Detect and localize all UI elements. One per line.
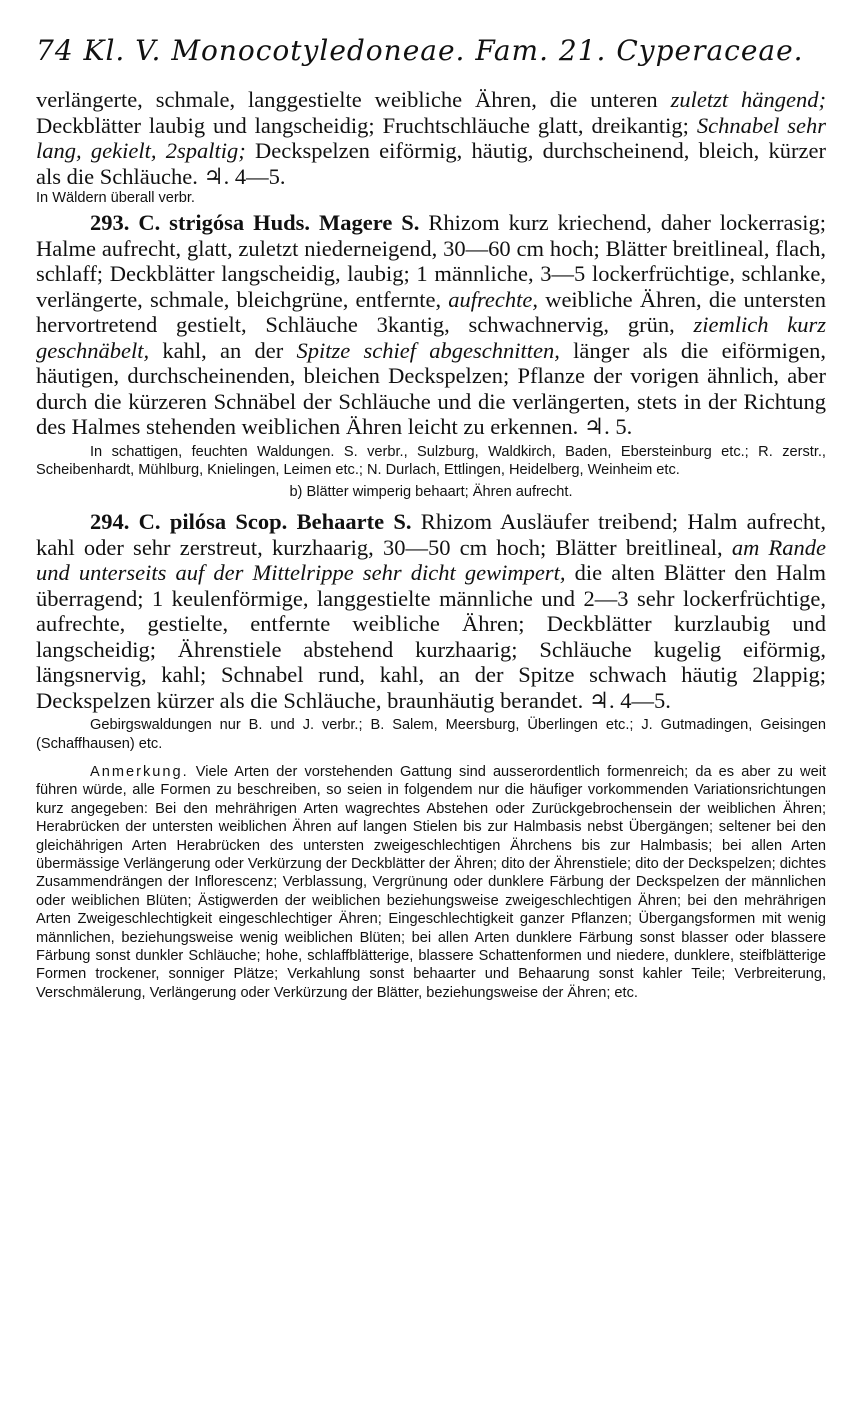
italic-run: Schnabel sehr lang, gekielt, 2spaltig;: [36, 112, 826, 163]
species-294-entry: [36, 509, 826, 713]
species-name: C. strigósa Huds.: [138, 210, 311, 236]
text-run: Deckspelzen eiförmig, häutig, durchscheinend, bleich, kürzer als die Schläuche. ♃. 4—5.: [36, 138, 826, 189]
italic-run: am Rande und unterseits auf der Mittelrippe sehr dicht gewimpert,: [36, 534, 826, 586]
paragraph-continuation: [36, 87, 826, 189]
text-run: länger als die eiförmigen, häutigen, durchscheinenden, bleichen Deckspelzen; Pflanze der vorigen ähnlich, aber durch die kürzeren Schnäbel der Schläuche und die verlängerten, stets in der Richtung des Halmes stehenden weiblichen Ähren leicht zu erkennen. ♃. 5.: [36, 337, 826, 440]
annotation-note: [36, 763, 826, 1002]
text-run: kahl, an der: [149, 337, 297, 363]
text-run: Rhizom kurz kriechend, daher lockerrasig; Halme aufrecht, glatt, zuletzt niederneigend, 30—60 cm hoch; Blätter breitlineal, flach, schlaff; Deckblätter langscheidig, laubig; 1 männliche, 3—5 lockerfrüchtige, schlanke, verlängerte, schmale, bleichgrüne, entfernte,: [36, 210, 826, 312]
text-run: die alten Blätter den Halm überragend; 1 keulenförmige, langgestielte männliche und 2—3 sehr lockerfrüchtige, aufrechte, gestielte, entfernte weibliche Ähren; Deckblätter kurzlaubig und langscheidig; Ährenstiele abstehend kurzhaarig; Schläuche kugelig eiförmig, längsnervig, kahl; Schnabel rund, kahl, an der Spitze schwach häutig 2lappig; Deckspelzen kürzer als die Schläuche, braunhäutig berandet. ♃. 4—5.: [36, 560, 826, 713]
text-run: Rhizom Ausläufer treibend; Halm aufrecht, kahl oder sehr zerstreut, kurzhaarig, 30—50 cm hoch; Blätter breitlineal,: [36, 509, 826, 560]
subheading: b) Blätter wimperig behaart; Ähren aufrecht.: [289, 483, 573, 500]
species-number: 294.: [90, 509, 130, 535]
running-header: 74 Kl. V. Monocotyledoneae. Fam. 21. Cyperaceae.: [36, 34, 804, 67]
italic-run: ziemlich kurz geschnäbelt,: [36, 312, 827, 363]
habitat-note: In Wäldern überall verbr.: [36, 190, 195, 206]
note-text: Viele Arten der vorstehenden Gattung sind ausserordentlich formenreich; da es aber zu weit führen würde, alle Formen zu beschreiben, so seien in folgendem nur die häufiger vorkommenden Variationsrichtungen kurz angegeben: Bei den mehrährigen Arten wagrechtes Abstehen oder Zurückgebrochensein der weiblichen Ähren; Herabrücken der untersten weiblichen Ähren auf langen Stielen bis zur Halmbasis nebst Übergängen; seltener bei den gleichährigen Arten Herabrücken des untersten zweigeschlechtigen Ährchens bis zur Halmbasis; bei allen Arten übermässige Verlängerung oder Verkürzung der Deckblätter der Ähren; dito der Ährenstiele; dito der Deckspelzen; dichtes Zusammendrängen der Inflorescenz; Verblassung, Vergrünung oder dunklere Färbung der Deckspelzen der männlichen oder weiblichen Blüten; Ästigwerden der weiblichen beziehungsweise zweigeschlechtigen Ähren; bei den mehrährigen Arten Zweigeschlechtigkeit eingeschlechtiger Ähren; Eingeschlechtigkeit ganzer Pflanzen; Übergangsformen mit wenig männlichen, beziehungsweise wenig weiblichen Blüten; bei allen Arten dunklere Färbung sonst blasser oder blassere Färbung sonst dunkler Schläuche; hohe, schlaffblätterige, blassere Schattenformen und niedere, dunklere, steifblätterige Formen trockener, sonniger Plätze; Verkahlung sonst behaarter und Behaarung sonst kahler Teile; Verbreiterung, Verschmälerung, Verlängerung oder Verkürzung der Blätter, beziehungsweise der Ähren; etc.: [36, 763, 826, 1001]
text-run: Deckblätter laubig und langscheidig; Fruchtschläuche glatt, dreikantig;: [36, 112, 697, 138]
text-run: verlängerte, schmale, langgestielte weibliche Ähren, die unteren: [36, 87, 671, 112]
vernacular-name: Magere S.: [319, 210, 420, 236]
vernacular-name: Behaarte S.: [296, 509, 412, 535]
italic-run: Spitze schief abgeschnitten,: [296, 337, 560, 363]
text-body: [36, 87, 826, 1002]
species-number: 293.: [90, 210, 130, 236]
note-label: Anmerkung.: [90, 763, 189, 780]
habitat-note: In schattigen, feuchten Waldungen. S. verbr., Sulzburg, Waldkirch, Baden, Ebersteinburg etc.; R. zerstr., Scheibenhardt, Mühlburg, Knielingen, Leimen etc.; N. Durlach, Ettlingen, Heidelberg, Weinheim etc.: [36, 443, 826, 479]
species-name: C. pilósa Scop.: [138, 509, 288, 535]
species-293-entry: [36, 210, 826, 440]
text-run: weibliche Ähren, die untersten hervortretend gestielt, Schläuche 3kantig, schwachnervig, grün,: [36, 286, 826, 338]
italic-run: zuletzt hängend;: [670, 87, 826, 112]
habitat-note: Gebirgswaldungen nur B. und J. verbr.; B. Salem, Meersburg, Überlingen etc.; J. Gutmadingen, Geisingen (Schaffhausen) etc.: [36, 717, 826, 752]
page: [36, 34, 826, 1002]
italic-run: aufrechte,: [448, 286, 539, 312]
